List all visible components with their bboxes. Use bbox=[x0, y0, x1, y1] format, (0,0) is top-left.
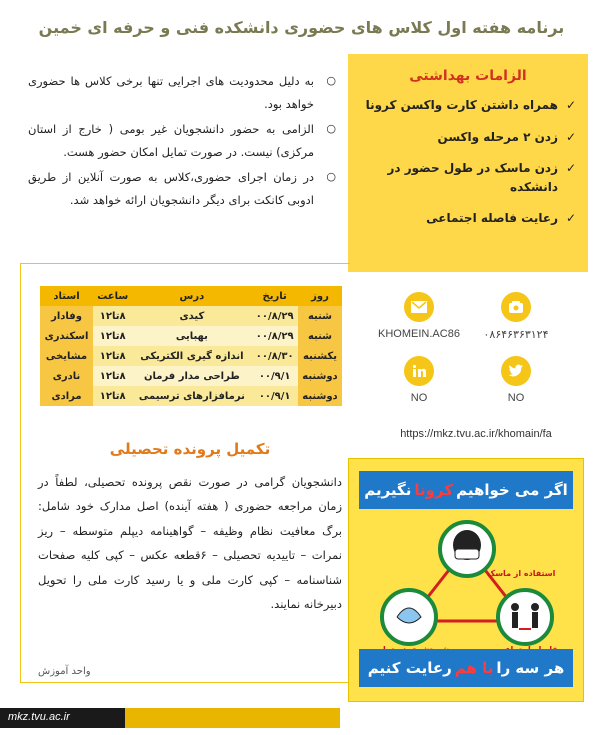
linkedin-label: NO bbox=[410, 392, 428, 404]
contact-linkedin[interactable] bbox=[369, 356, 469, 404]
cell-time: ۸تا۱۲ bbox=[93, 326, 132, 346]
cell-course: اندازه گیری الکتریکی bbox=[132, 346, 251, 366]
footer-accent bbox=[125, 708, 340, 728]
cell-date: ۰۰/۸/۲۹ bbox=[251, 326, 298, 346]
cell-course: کیدی bbox=[132, 306, 251, 326]
poster-bottom-banner bbox=[359, 649, 573, 687]
poster-illustration bbox=[369, 517, 565, 649]
requirement-item: ✓ زدن ۲ مرحله واکسن bbox=[360, 128, 576, 147]
requirements-list bbox=[360, 96, 576, 228]
header-teacher: استاد bbox=[40, 286, 93, 306]
cell-teacher: نادری bbox=[40, 366, 93, 386]
poster-top-text: اگر می خواهیم bbox=[456, 481, 568, 499]
cell-day: دوشنبه bbox=[298, 366, 342, 386]
header-course: درس bbox=[132, 286, 251, 306]
linkedin-icon bbox=[404, 356, 434, 386]
email-label: KHOMEIN.AC86 bbox=[378, 328, 460, 340]
note-item: ○ الزامی به حضور دانشجویان غیر بومی ( خارج از استان مرکزی) نیست. در صورت تمایل امکان حضور هست. bbox=[28, 118, 336, 164]
phone-label: ۰۸۶۴۶۳۶۳۱۲۴ bbox=[483, 329, 549, 341]
cell-time: ۸تا۱۲ bbox=[93, 386, 132, 406]
note-item: ○ در زمان اجرای حضوری،کلاس به صورت آنلاین از طریق ادوبی کانکت برای دیگر دانشجویان ارائه خواهد شد. bbox=[28, 166, 336, 212]
cell-teacher: مرادی bbox=[40, 386, 93, 406]
prevention-triangle-icon bbox=[369, 517, 565, 649]
cell-teacher: اسکندری bbox=[40, 326, 93, 346]
label-mask: استفاده از ماسک bbox=[487, 569, 556, 578]
cell-course: بهبایی bbox=[132, 326, 251, 346]
table-row bbox=[40, 366, 342, 386]
table-row bbox=[40, 386, 342, 406]
twitter-label: NO bbox=[507, 392, 525, 404]
footer-url[interactable]: mkz.tvu.ac.ir bbox=[8, 711, 70, 723]
header-day: روز bbox=[298, 286, 342, 306]
cell-teacher: وفادار bbox=[40, 306, 93, 326]
cell-teacher: مشایخی bbox=[40, 346, 93, 366]
cell-date: ۰۰/۸/۲۹ bbox=[251, 306, 298, 326]
poster-top-banner bbox=[359, 471, 573, 509]
table-row bbox=[40, 326, 342, 346]
cell-day: شنبه bbox=[298, 326, 342, 346]
cell-course: نرمافزارهای ترسیمی bbox=[132, 386, 251, 406]
poster-top-highlight: کرونا bbox=[414, 481, 454, 499]
notes-list bbox=[28, 70, 336, 214]
note-item: ○ به دلیل محدودیت های اجرایی تنها برخی کلاس ها حضوری خواهد بود. bbox=[28, 70, 336, 116]
website-link[interactable]: https://mkz.tvu.ac.ir/khomain/fa bbox=[400, 428, 552, 440]
cell-day: دوشنبه bbox=[298, 386, 342, 406]
requirement-item: ✓ رعایت فاصله اجتماعی bbox=[360, 209, 576, 228]
schedule-table bbox=[40, 286, 342, 406]
envelope-icon bbox=[404, 292, 434, 322]
header-time: ساعت bbox=[93, 286, 132, 306]
header-date: تاریخ bbox=[251, 286, 298, 306]
signature: واحد آموزش bbox=[38, 666, 91, 677]
cell-time: ۸تا۱۲ bbox=[93, 366, 132, 386]
poster-bottom-text: رعایت کنیم bbox=[367, 659, 452, 677]
contact-email[interactable] bbox=[369, 292, 469, 340]
requirements-title: الزامات بهداشتی bbox=[409, 68, 527, 84]
requirement-item: ✓ همراه داشتن کارت واکسن کرونا bbox=[360, 96, 576, 115]
corona-poster bbox=[348, 458, 584, 702]
phone-icon bbox=[501, 292, 531, 322]
table-header-row bbox=[40, 286, 342, 306]
dossier-text: دانشجویان گرامی در صورت نقص پرونده تحصیلی، لطفاً در زمان مراجعه حضوری ( هفته آینده) اصل مدارک خود شامل: برگ معافیت نظام وظیفه – گواهینامه دیپلم متوسطه – ریز نمرات – تاییدیه تحصیلی – ۶قطعه عکس – کپی کلیه صفحات شناسنامه – کپی کارت ملی و یا رسید کارت ملی را تحویل دبیرخانه نمایند. bbox=[38, 475, 342, 611]
dossier-title: تکمیل پرونده تحصیلی bbox=[109, 440, 271, 458]
table-row bbox=[40, 346, 342, 366]
twitter-icon bbox=[501, 356, 531, 386]
poster-bottom-text: هر سه را bbox=[496, 659, 565, 677]
cell-date: ۰۰/۸/۳۰ bbox=[251, 346, 298, 366]
cell-date: ۰۰/۹/۱ bbox=[251, 386, 298, 406]
cell-date: ۰۰/۹/۱ bbox=[251, 366, 298, 386]
cell-day: یکشنبه bbox=[298, 346, 342, 366]
table-row bbox=[40, 306, 342, 326]
contact-phone[interactable] bbox=[466, 292, 566, 341]
requirement-item: ✓ زدن ماسک در طول حضور در دانشکده bbox=[360, 159, 576, 196]
cell-time: ۸تا۱۲ bbox=[93, 306, 132, 326]
poster-top-text: نگیریم bbox=[364, 481, 412, 499]
cell-course: طراحی مدار فرمان bbox=[132, 366, 251, 386]
health-requirements-box bbox=[348, 54, 588, 272]
poster-bottom-highlight: با هم bbox=[454, 659, 494, 677]
cell-day: شنبه bbox=[298, 306, 342, 326]
cell-time: ۸تا۱۲ bbox=[93, 346, 132, 366]
page-title: برنامه هفته اول کلاس های حضوری دانشکده فنی و حرفه ای خمین bbox=[38, 18, 565, 37]
contact-twitter[interactable] bbox=[466, 356, 566, 404]
